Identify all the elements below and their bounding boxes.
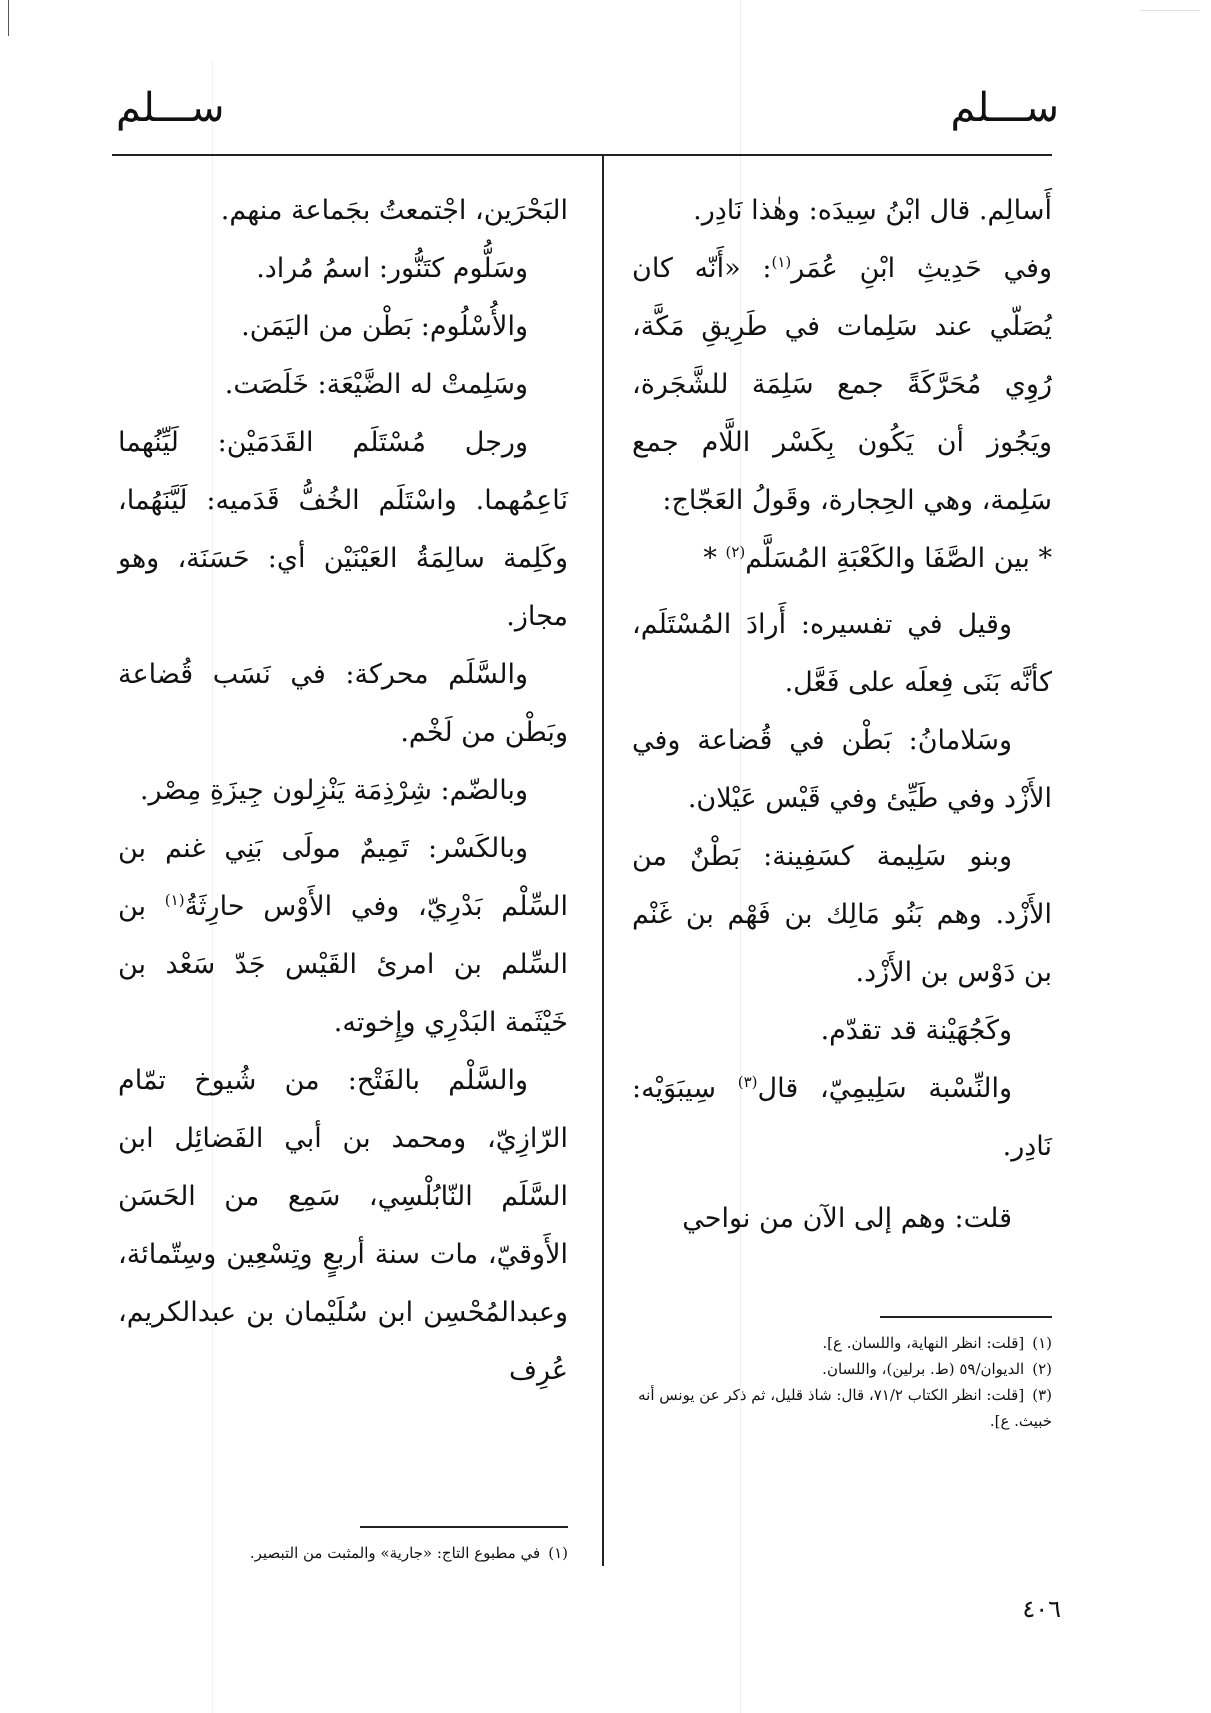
footnotes-right	[632, 1330, 1052, 1434]
footnote-marker: (٣)	[737, 1073, 758, 1091]
paragraph: وسَلامانُ: بَطْن في قُضاعة وفي الأَزْد وفي طَيِّئ وفي قَيْس عَيْلان.	[632, 725, 1052, 814]
footnote-rule-left	[360, 1526, 568, 1528]
paragraph: قلت: وهم إلى الآن من نواحي	[682, 1203, 1012, 1234]
footnote: (١)[قلت: انظر النهاية، واللسان. ع].	[822, 1334, 1052, 1352]
paragraph: وسَلِمتْ له الضَّيْعَة: خَلَصَت.	[224, 369, 528, 400]
running-header-right: ســـلم	[950, 85, 1059, 131]
paragraph: وسَلُّوم كتَنُّور: اسمُ مُراد.	[256, 253, 528, 284]
scan-artifact-line	[1140, 10, 1200, 11]
footnote-marker: (١)	[771, 253, 792, 271]
running-header-left: ســـلم	[116, 85, 225, 131]
paragraph: وبالكَسْر: تَمِيمٌ مولَى بَنِي غنم بن السِّلْم بَدْرِيّ، وفي الأَوْس حارِثَةُ$^{(١)}$ بن السِّلم بن امرئ القَيْس جَدّ سَعْد بن خَيْثَمة البَدْرِي وإِخوته.	[118, 833, 568, 1038]
paragraph: وفي حَدِيثِ ابْنِ عُمَر$^{(١)}$: «أَنّه كان يُصَلّي عند سَلِمات في طَرِيقِ مَكَّة، رُوِي مُحَرَّكَةً جمع سَلِمَة للشَّجَرة، ويَجُوز أن يَكُون بِكَسْر اللَّام جمع سَلِمة، وهي الحِجارة، وقَولُ العَجّاج:	[632, 253, 1052, 516]
footnote-marker: (٢)	[725, 543, 746, 561]
footnote: (٣)[قلت: انظر الكتاب ٧١/٢، قال: شاذ قليل، ثم ذكر عن يونس أنه خبيث. ع].	[638, 1386, 1052, 1430]
footnote-rule-right	[880, 1316, 1052, 1318]
paragraph: البَحْرَين، اجْتمعتُ بجَماعة منهم.	[220, 195, 568, 226]
paragraph: والسَّلَم محركة: في نَسَب قُضاعة وبَطْن من لَخْم.	[118, 659, 568, 748]
footnotes-left	[118, 1540, 568, 1566]
paragraph: والأُسْلُوم: بَطْن من اليَمَن.	[241, 311, 528, 342]
verse-line: * بين الصَّفَا والكَعْبَةِ المُسَلَّم$^{(٢)}$ *	[703, 543, 1052, 574]
paragraph: والنِّسْبة سَلِيمِيّ، قال$^{(٣)}$ سِيبَوَيْه: نَادِر.	[632, 1073, 1052, 1162]
header-rule	[112, 154, 1052, 156]
paragraph: أَسالِم. قال ابْنُ سِيدَه: وهٰذا نَادِر.	[693, 195, 1052, 226]
paragraph: وكَجُهَيْنة قد تقدّم.	[820, 1015, 1012, 1046]
footnote: (٢)الديوان/٥٩ (ط. برلين)، واللسان.	[822, 1360, 1052, 1378]
column-divider	[602, 156, 604, 1566]
scan-artifact-line	[8, 0, 9, 36]
paragraph: وبنو سَلِيمة كسَفِينة: بَطْنٌ من الأَزْد. وهم بَنُو مَالِك بن فَهْم بن غَنْم بن دَوْس بن الأَزْد.	[632, 841, 1052, 988]
footnote-marker: (١)	[164, 891, 185, 909]
page-number: ٤٠٦	[1022, 1595, 1061, 1623]
paragraph: والسَّلْم بالفَتْح: من شُيوخ تمّام الرّازِيّ، ومحمد بن أبي الفَضائِل ابن السَّلَم النّابُلْسِي، سَمِع من الحَسَن الأَوقيّ، مات سنة أربعٍ وتِسْعِين وسِتّمائة، وعبدالمُحْسِن ابن سُلَيْمان بن عبدالكريم، عُرِف	[118, 1065, 568, 1386]
footnote: (١)في مطبوع التاج: «جارية» والمثبت من التبصير.	[249, 1544, 568, 1562]
paragraph: وبالضّم: شِرْذِمَة يَنْزِلون جِيزَةِ مِصْر.	[139, 775, 528, 806]
paragraph: ورجل مُسْتَلَم القَدَمَيْن: لَيِّنُهما نَاعِمُهما. واسْتَلَم الخُفُّ قَدَميه: لَيَّنَهُما، وكَلِمة سالِمَةُ العَيْنَيْن أي: حَسَنَة، وهو مجاز.	[118, 427, 568, 632]
paragraph: وقيل في تفسيره: أَرادَ المُسْتَلَم، كأنَّه بَنَى فِعلَه على فَعَّل.	[632, 609, 1052, 698]
right-column	[632, 182, 1052, 1248]
left-column	[118, 182, 568, 1400]
